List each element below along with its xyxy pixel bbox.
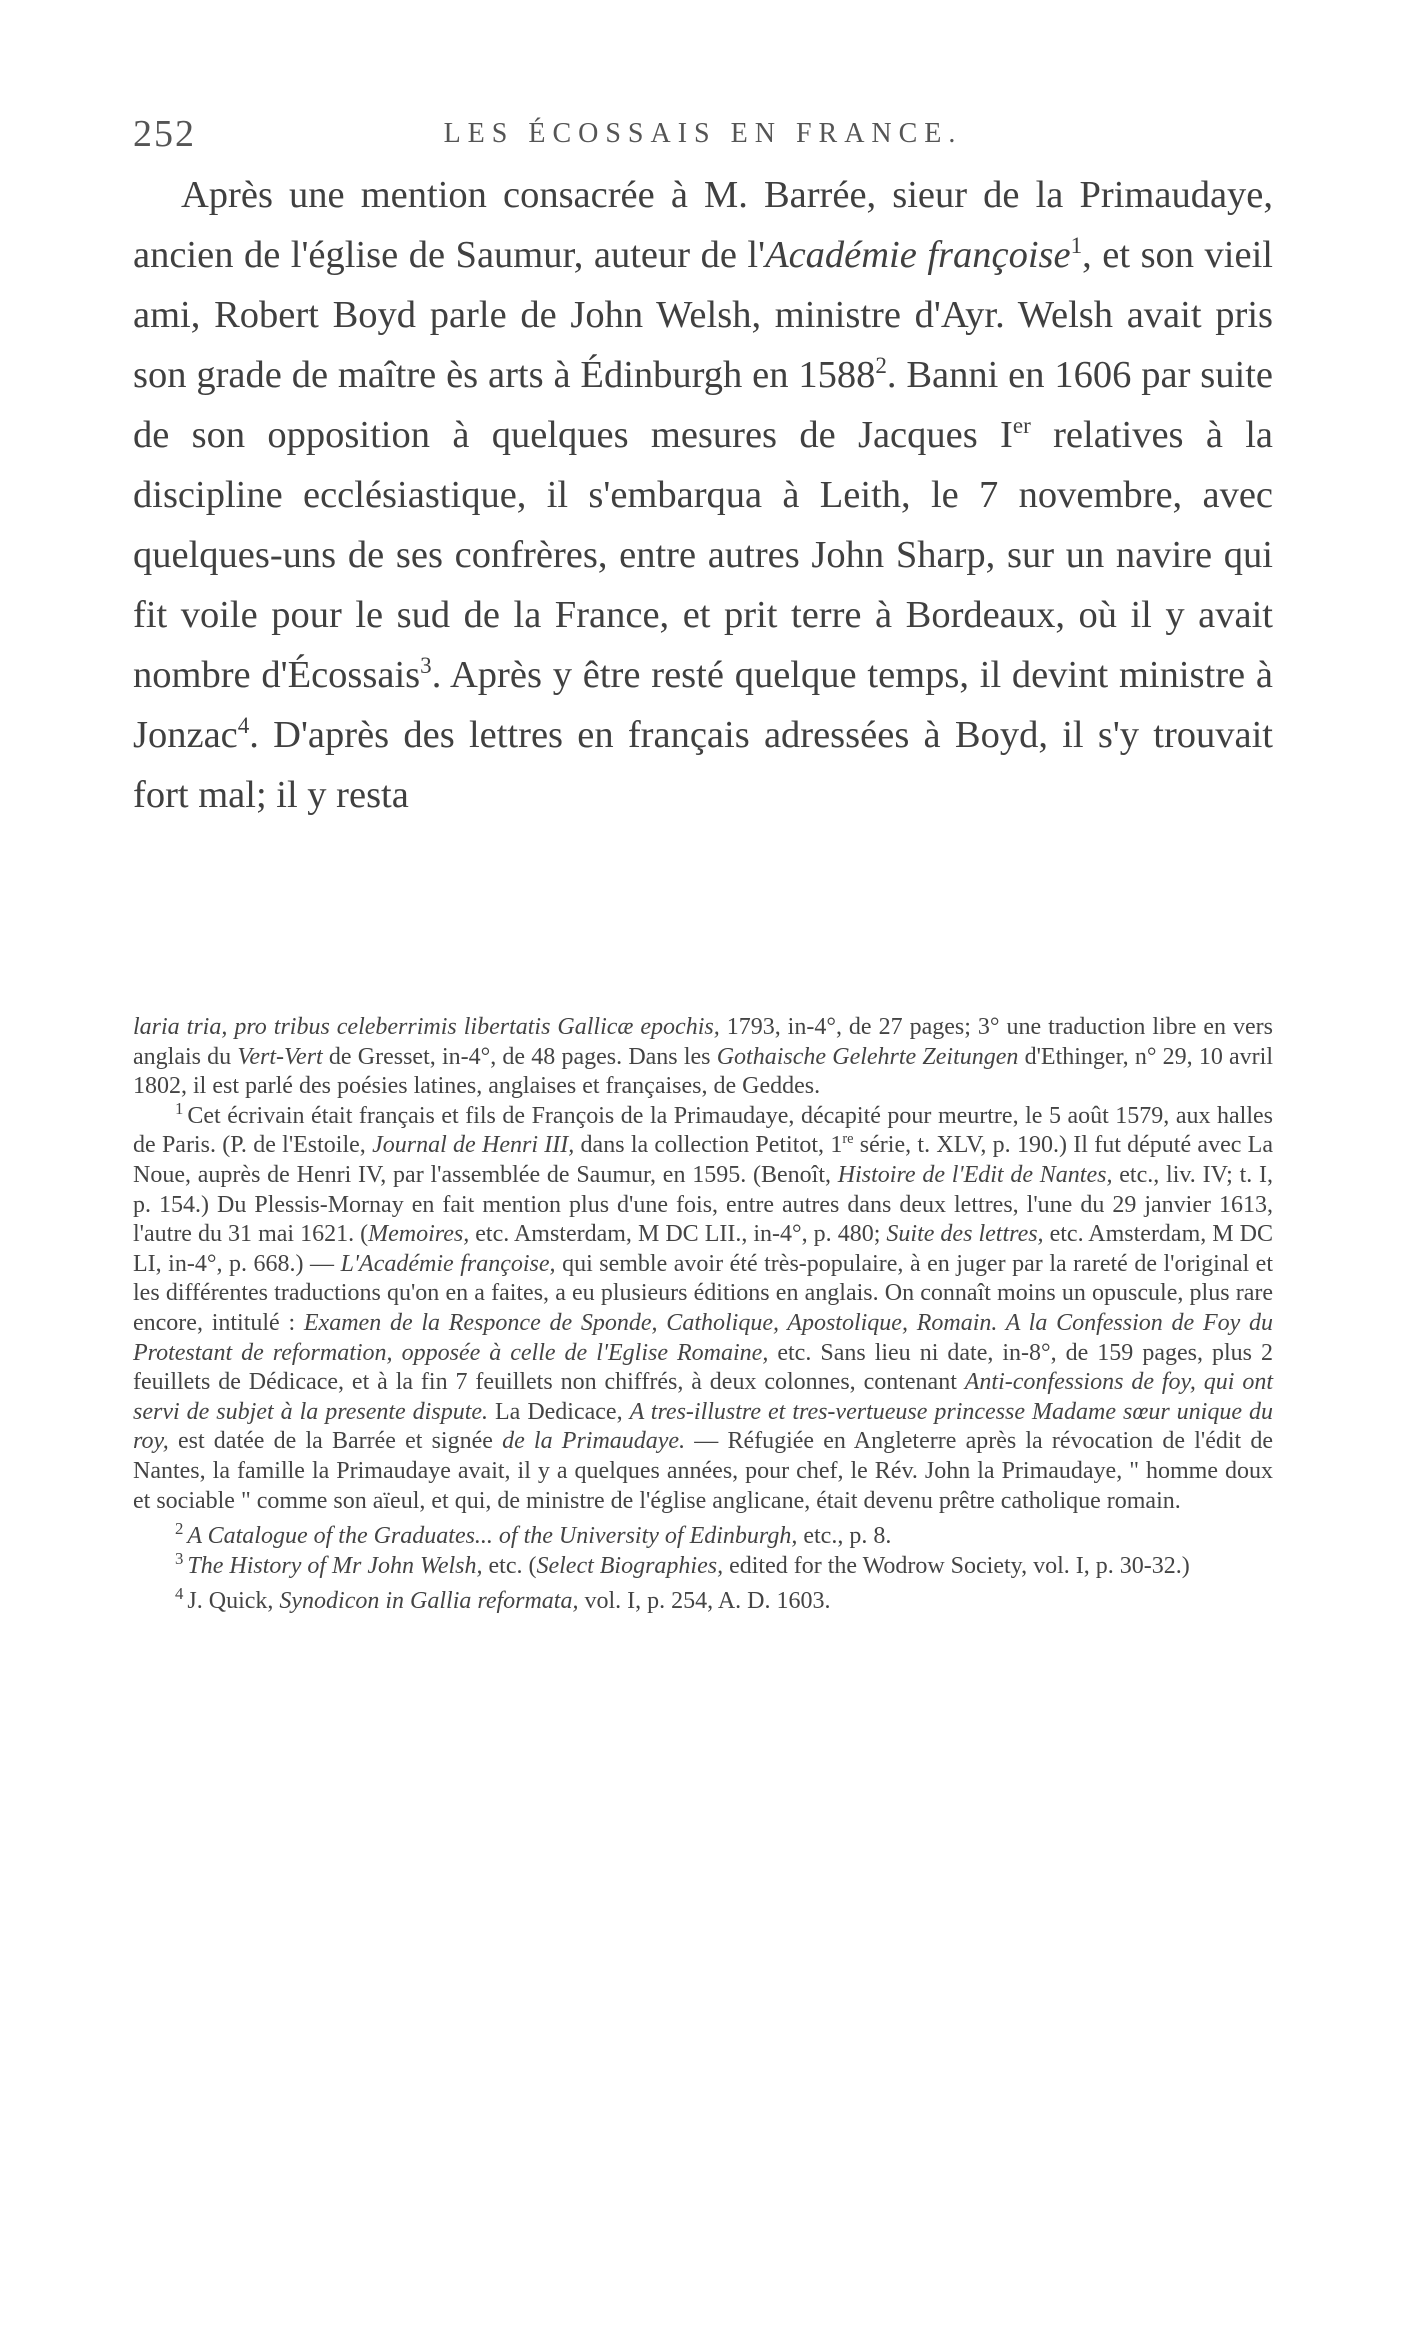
page-header	[133, 112, 1273, 162]
italic-title: Académie françoise	[765, 234, 1071, 276]
page-number: 252	[133, 113, 196, 155]
superscript: er	[1012, 412, 1031, 439]
main-text	[133, 165, 1273, 825]
footnotes	[133, 1013, 1273, 1617]
footnote-4: $^4$ J. Quick, Synodicon in Gallia reformata, vol. I, p. 254, A. D. 1603.	[175, 1584, 831, 1615]
footnote-number: 1	[175, 1098, 184, 1118]
running-title: LES ÉCOSSAIS EN FRANCE.	[443, 118, 963, 149]
footnote-continuation: laria tria, pro tribus celeberrimis libertatis Gallicæ epochis, 1793, in-4°, de 27 pages; 3° une traduction libre en vers anglais du Vert-Vert de Gresset, in-4°, de 48 pages. Dans les Gothaische Gelehrte Zeitungen d'Ethinger, n° 29, 10 avril 1802, il est parlé des poésies latines, anglaises et françaises, de Geddes.	[133, 1014, 1274, 1100]
main-paragraph: Après une mention consacrée à M. Barrée, sieur de la Primaudaye, ancien de l'église de Saumur, auteur de l'Académie françoise$^1$, et son vieil ami, Robert Boyd parle de John Welsh, ministre d'Ayr. Welsh avait pris son grade de maître ès arts à Édinburgh en 1588$^2$. Banni en 1606 par suite de son opposition à quelques mesures de Jacques Ier relatives à la discipline ecclésiastique, il s'embarqua à Leith, le 7 novembre, avec quelques-uns de ses confrères, entre autres John Sharp, sur un navire qui fit voile pour le sud de la France, et prit terre à Bordeaux, où il y avait nombre d'Écossais$^3$. Après y être resté quelque temps, il devint ministre à Jonzac$^4$. D'après des lettres en français adressées à Boyd, il s'y trouvait fort mal; il y resta	[133, 174, 1273, 816]
footnote-ref[interactable]: 3	[420, 652, 432, 679]
footnote-number: 4	[175, 1584, 184, 1604]
footnote-1: $^1$ Cet écrivain était français et fils de François de la Primaudaye, décapité pour meurtre, le 5 août 1579, aux halles de Paris. (P. de l'Estoile, Journal de Henri III, dans la collection Petitot, 1re série, t. XLV, p. 190.) Il fut député avec La Noue, auprès de Henri IV, par l'assemblée de Saumur, en 1595. (Benoît, Histoire de l'Edit de Nantes, etc., liv. IV; t. I, p. 154.) Du Plessis-Mornay en fait mention plus d'une fois, entre autres dans deux lettres, l'une du 29 janvier 1613, l'autre du 31 mai 1621. (Memoires, etc. Amsterdam, M DC LII., in-4°, p. 480; Suite des lettres, etc. Amsterdam, M DC LI, in-4°, p. 668.) — L'Académie françoise, qui semble avoir été très-populaire, à en juger par la rareté de l'original et les différentes traductions qu'on en a faites, a eu plusieurs éditions en anglais. On connaît moins un opuscule, plus rare encore, intitulé : Examen de la Responce de Sponde, Catholique, Apostolique, Romain. A la Confession de Foy du Protestant de reformation, opposée à celle de l'Eglise Romaine, etc. Sans lieu ni date, in-8°, de 159 pages, plus 2 feuillets de Dédicace, et à la fin 7 feuillets non chiffrés, à deux colonnes, contenant Anti-confessions de foy, qui ont servi de subjet à la presente dispute. La Dedicace, A tres-illustre et tres-vertueuse princesse Madame sœur unique du roy, est datée de la Barrée et signée de la Primaudaye. — Réfugiée en Angleterre après la révocation de l'édit de Nantes, la famille la Primaudaye avait, il y a quelques années, pour chef, le Rév. John la Primaudaye, " homme doux et sociable " comme son aïeul, et qui, de ministre de l'église anglicane, était devenu prêtre catholique romain.	[133, 1098, 1274, 1514]
footnote-ref[interactable]: 4	[237, 712, 250, 739]
footnote-ref[interactable]: 1	[1070, 232, 1083, 259]
footnote-number: 3	[175, 1548, 184, 1568]
footnote-2: $^2$ A Catalogue of the Graduates... of the University of Edinburgh, etc., p. 8.	[175, 1519, 892, 1550]
footnote-ref[interactable]: 2	[875, 352, 887, 379]
footnote-number: 2	[175, 1519, 184, 1539]
footnote-3: $^3$ The History of Mr John Welsh, etc. (Select Biographies, edited for the Wodrow Society, vol. I, p. 30-32.)	[175, 1548, 1190, 1579]
